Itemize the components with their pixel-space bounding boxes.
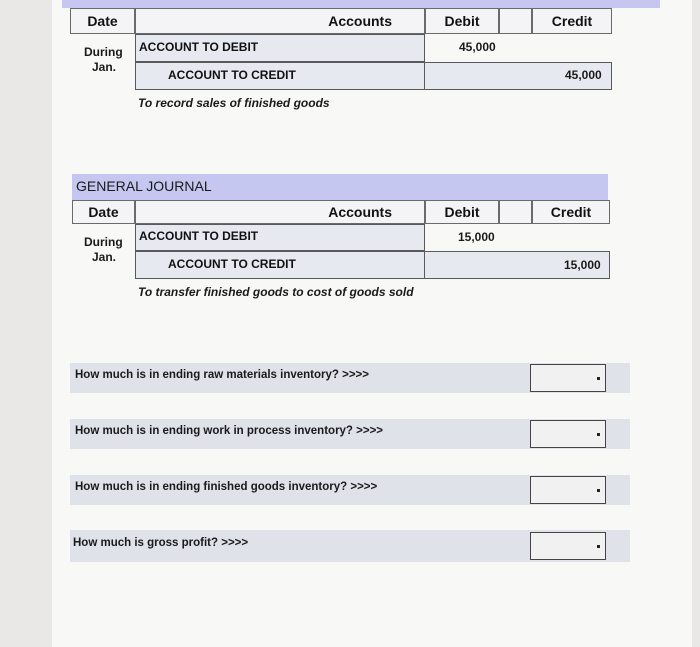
journal1-debit-header: Debit: [425, 8, 499, 34]
journal2-date-line1: During: [84, 235, 123, 249]
dropdown-dot-icon: [597, 545, 600, 548]
answer-wip-field[interactable]: [530, 420, 606, 448]
journal2-date-line2: Jan.: [92, 250, 117, 264]
question-finished-goods: How much is in ending finished goods inventory? >>>>: [75, 481, 378, 493]
journal1-date-header: Date: [70, 8, 135, 34]
journal2-spacer-header: [499, 200, 532, 224]
journal1-debit-account-field[interactable]: ACCOUNT TO DEBIT: [135, 34, 425, 62]
journal1-date-line2: Jan.: [92, 60, 117, 74]
worksheet: [52, 0, 692, 647]
question-wip: How much is in ending work in process inventory? >>>>: [75, 425, 384, 437]
journal2-credit-amount: 15,000: [564, 258, 601, 272]
journal1-header-band: [62, 0, 660, 8]
dropdown-dot-icon: [597, 433, 600, 436]
question-gross-profit: How much is gross profit? >>>>: [73, 537, 249, 549]
journal1-debit-amount: 45,000: [459, 40, 496, 54]
dropdown-dot-icon: [597, 377, 600, 380]
journal2-debit-account-field[interactable]: ACCOUNT TO DEBIT: [135, 224, 425, 251]
journal2-debit-header: Debit: [425, 200, 499, 224]
journal2-credit-account-field[interactable]: ACCOUNT TO CREDIT: [135, 251, 425, 279]
journal2-title: GENERAL JOURNAL: [76, 178, 212, 194]
journal1-credit-header: Credit: [532, 8, 612, 34]
journal1-memo: To record sales of finished goods: [138, 96, 330, 110]
journal1-accounts-header: Accounts: [135, 8, 425, 34]
answer-raw-materials-field[interactable]: [530, 364, 606, 392]
answer-finished-goods-field[interactable]: [530, 476, 606, 504]
journal2-memo: To transfer finished goods to cost of goods sold: [138, 285, 414, 299]
journal2-accounts-header: Accounts: [135, 200, 425, 224]
journal1-spacer-header: [499, 8, 532, 34]
journal2-date-header: Date: [72, 200, 135, 224]
journal1-credit-account-field[interactable]: ACCOUNT TO CREDIT: [135, 62, 425, 90]
dropdown-dot-icon: [597, 489, 600, 492]
journal1-date-line1: During: [84, 45, 123, 59]
question-raw-materials: How much is in ending raw materials inventory? >>>>: [75, 369, 369, 381]
journal1-credit-amount: 45,000: [565, 68, 602, 82]
answer-gross-profit-field[interactable]: [530, 532, 606, 560]
journal2-credit-header: Credit: [532, 200, 610, 224]
journal2-debit-amount: 15,000: [458, 230, 495, 244]
